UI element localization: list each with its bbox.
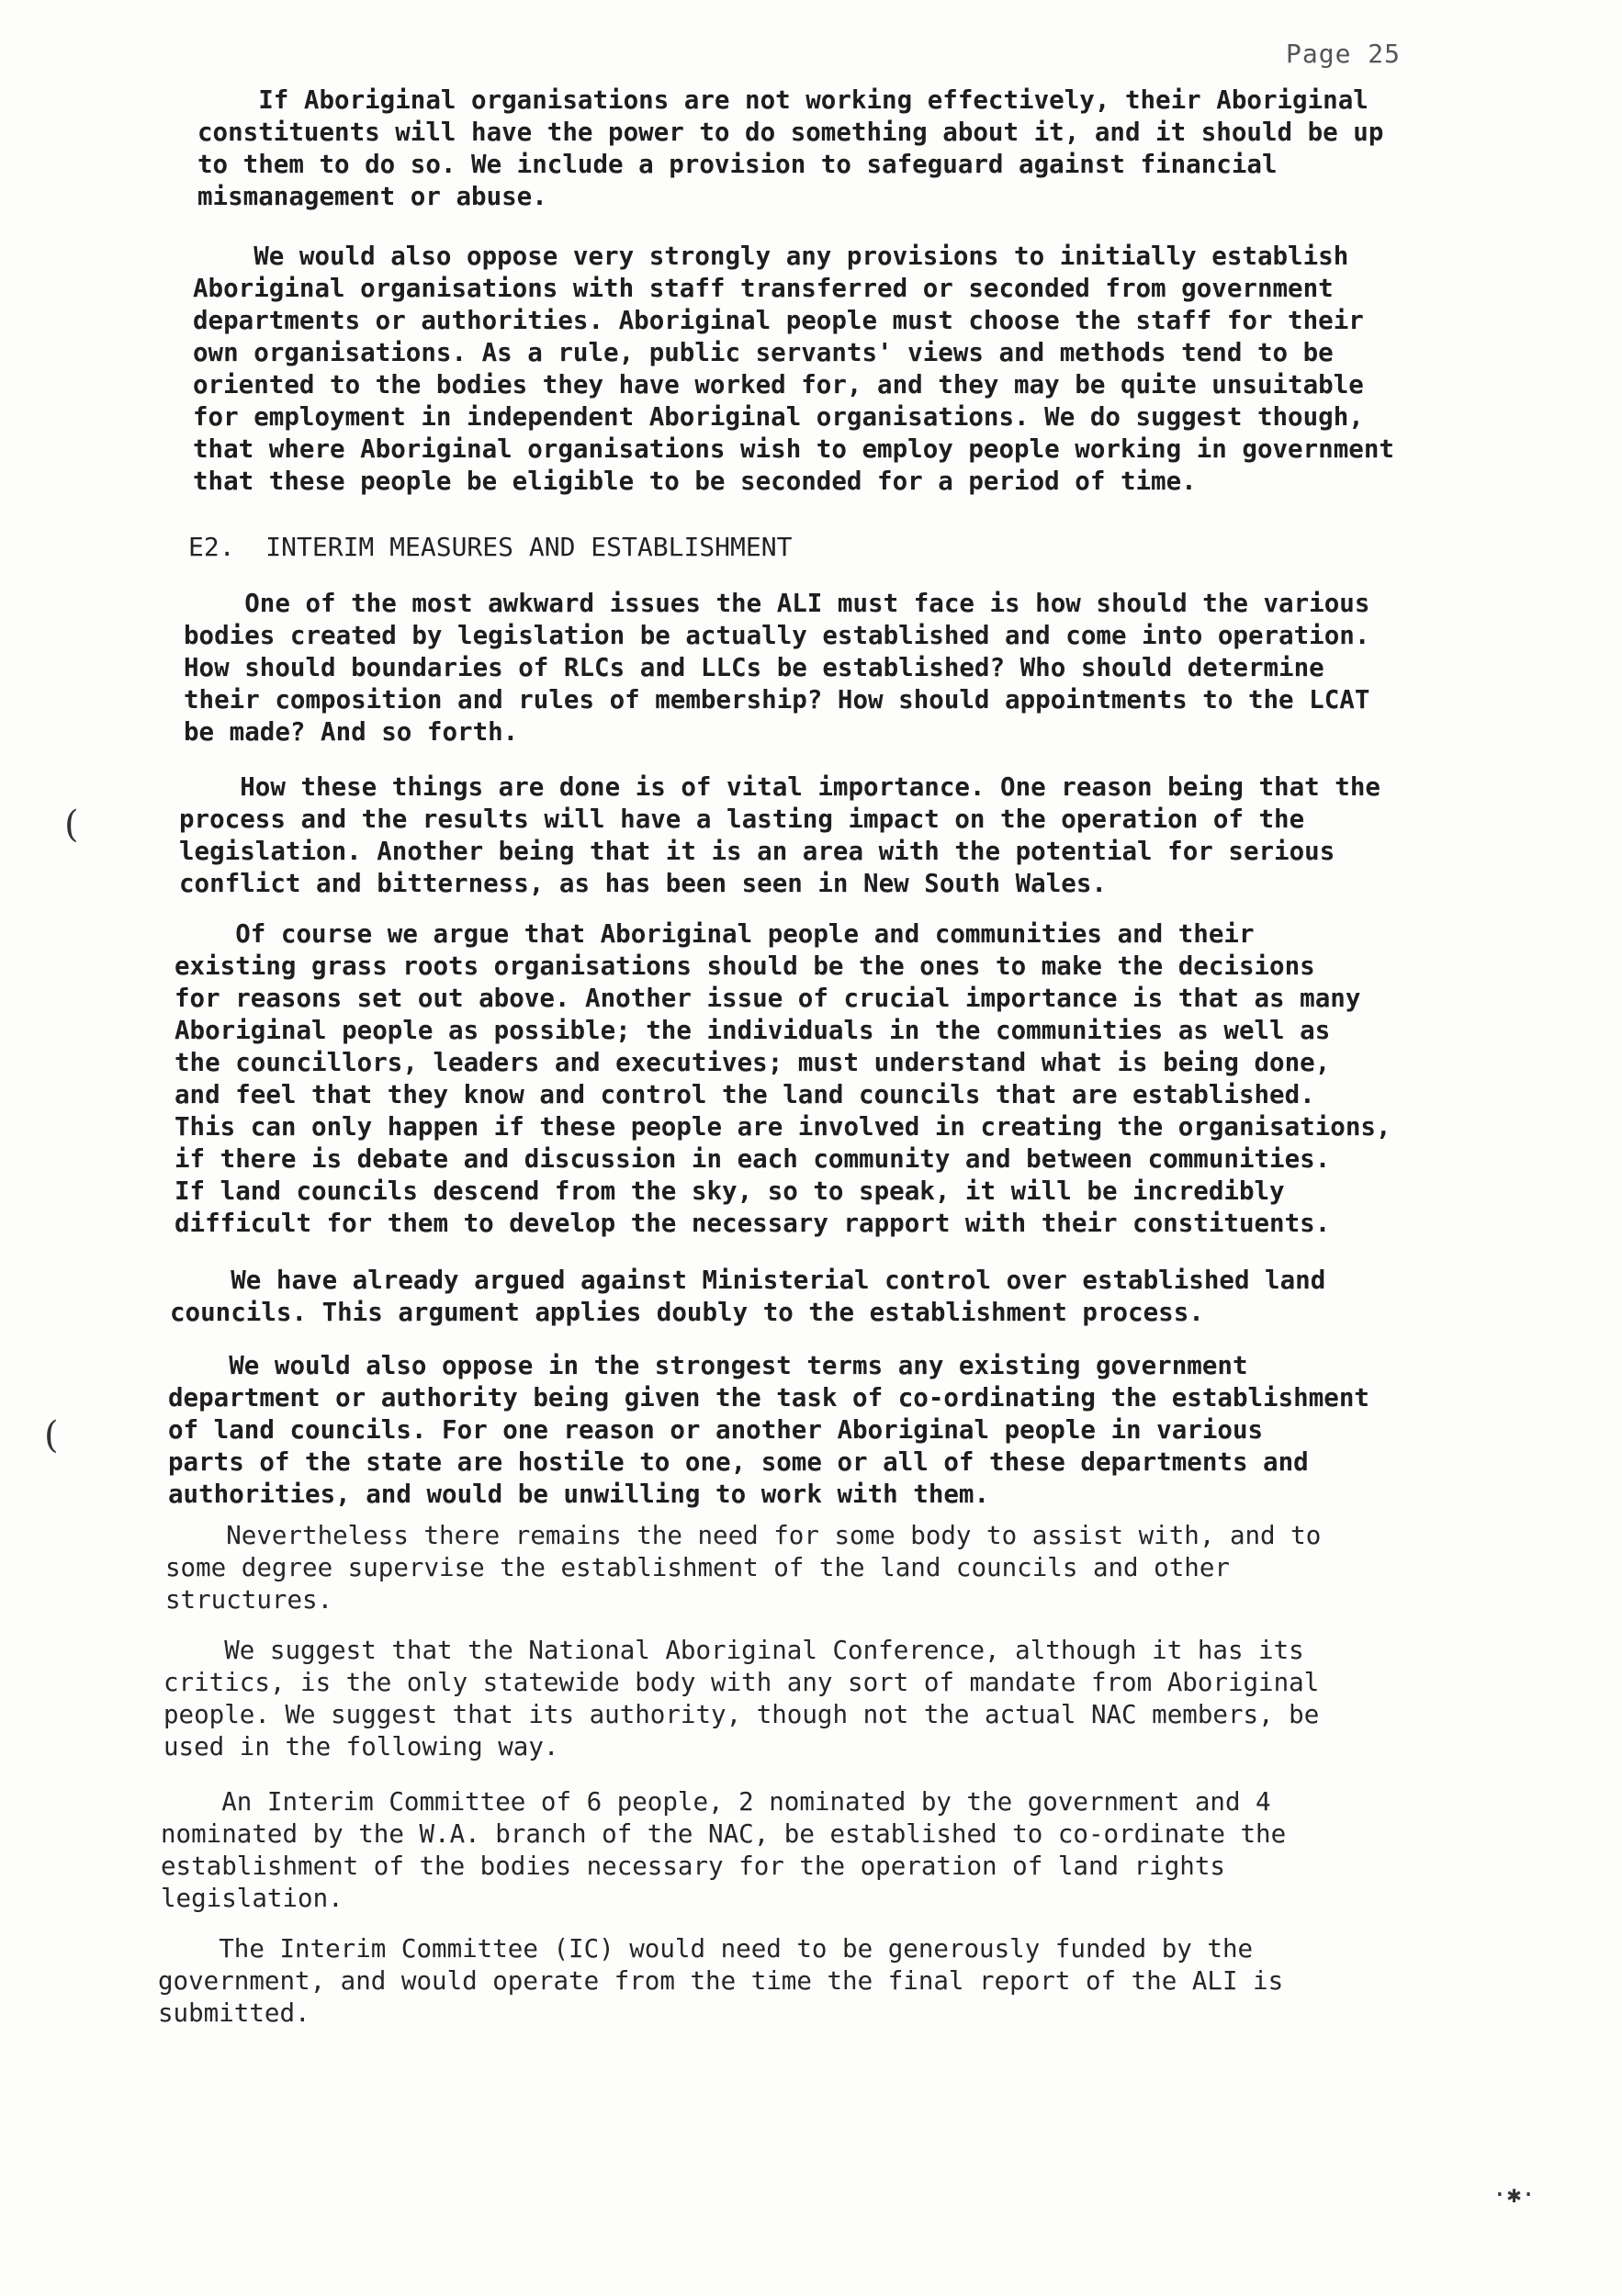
paragraph-2: We would also oppose very strongly any provisions to initially establish Aboriginal organisations with staff transferred or seconded from government departments or authorities. Aboriginal people must choose the staff for their own organisations. As a rule, public servants' views and methods tend to be oriented to the bodies they have worked for, and they may be quite unsuitable for employment in independent Aboriginal organisations. We do suggest though, that where Aboriginal organisations wish to employ people working in government that these people be eligible to be seconded for a period of time. xyxy=(193,242,1394,496)
paragraph-3: One of the most awkward issues the ALI must face is how should the various bodies created by legislation be actually established and come into operation. How should boundaries of RLCs and LLCs be established? Who should determine their composition and rules of membership? How should appointments to the LCAT be made? And so forth. xyxy=(184,589,1370,747)
paragraph-11: The Interim Committee (IC) would need to be generously funded by the government, and would operate from the time the final report of the ALI is submitted. xyxy=(158,1934,1284,2028)
ink-blot-mark: ·✱· xyxy=(1492,2181,1536,2209)
page-number: Page 25 xyxy=(1286,39,1402,69)
paragraph-10: An Interim Committee of 6 people, 2 nominated by the government and 4 nominated by the W.A. branch of the NAC, be established to co-ordinate the establishment of the bodies necessary for the operation of land rights legislation. xyxy=(161,1787,1287,1913)
paragraph-6: We have already argued against Ministerial control over established land councils. This argument applies doubly to the establishment process. xyxy=(170,1266,1326,1327)
paragraph-9: We suggest that the National Aboriginal Conference, although it has its critics, is the only statewide body with any sort of mandate from Aboriginal people. We suggest that its authority, though not the actual NAC members, be used in the following way. xyxy=(163,1636,1320,1761)
section-heading: E2. INTERIM MEASURES AND ESTABLISHMENT xyxy=(188,532,793,562)
paragraph-7: We would also oppose in the strongest terms any existing government department or authority being given the task of co-ordinating the establishment of land councils. For one reason or another Aboriginal people in various parts of the state are hostile to one, some or all of these departments and authorities, and would be unwilling to work with them. xyxy=(168,1351,1369,1509)
hole-punch-mark-1: ( xyxy=(64,804,79,846)
hole-punch-mark-2: ( xyxy=(44,1414,59,1457)
paragraph-8: Nevertheless there remains the need for some body to assist with, and to some degree supervise the establishment of the land councils and other structures. xyxy=(165,1521,1322,1615)
paragraph-5: Of course we argue that Aboriginal people and communities and their existing grass roots organisations should be the ones to make the decisions for reasons set out above. Another issue of crucial importance is that as many Aboriginal people as possible; the individuals in the communities as well as the councillors, leaders and executives; must understand what is being done, and feel that they know and control the land councils that are established. This can only happen if these people are involved in creating the organisations, if there is debate and discussion in each community and between communities. If land councils descend from the sky, so to speak, it will be incredibly difficult for them to develop the necessary rapport with their constituents. xyxy=(175,919,1391,1238)
paragraph-1: If Aboriginal organisations are not working effectively, their Aboriginal constituents will have the power to do something about it, and it should be up to them to do so. We include a provision to safeguard against financial mismanagement or abuse. xyxy=(197,85,1384,211)
paragraph-4: How these things are done is of vital importance. One reason being that the process and the results will have a lasting impact on the operation of the legislation. Another being that it is an area with the potential for serious conflict and bitterness, as has been seen in New South Wales. xyxy=(179,772,1380,898)
